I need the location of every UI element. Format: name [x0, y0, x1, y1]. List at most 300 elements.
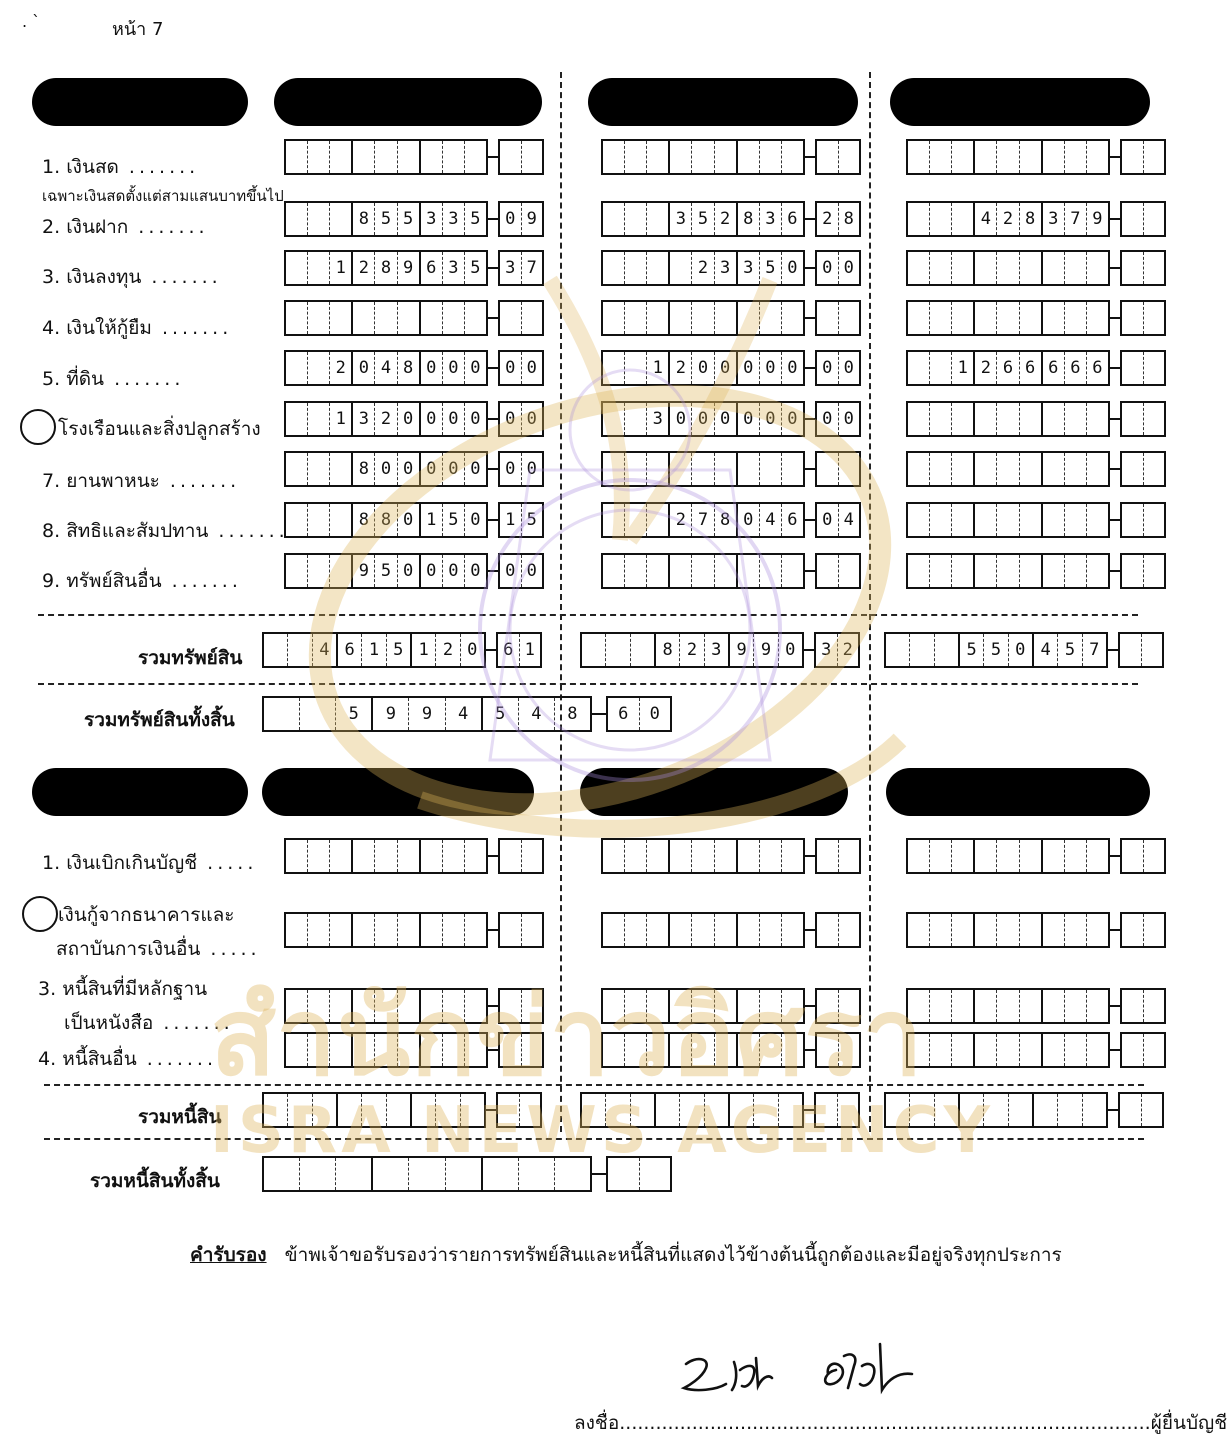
- digit-cell: 8: [353, 203, 375, 235]
- digit-cell: [670, 555, 692, 587]
- baht-cells: [601, 553, 805, 589]
- digit-cell: [1065, 990, 1087, 1022]
- digit-cell: 5: [375, 203, 397, 235]
- digit-cell: [647, 840, 670, 872]
- digit-cell: 0: [467, 640, 478, 660]
- digit-cell: [286, 352, 308, 384]
- digit-cell: [336, 1158, 373, 1190]
- digit-cell: [647, 453, 670, 485]
- digit-cell: 0: [787, 358, 798, 378]
- section-divider: [38, 614, 1138, 616]
- satang-cells: [1120, 912, 1166, 948]
- digit-cell: [908, 453, 930, 485]
- digit-cell: [779, 1094, 802, 1126]
- digit-cell: 0: [375, 453, 397, 485]
- digit-cell: 7: [1089, 640, 1100, 660]
- digit-cell: [839, 555, 860, 587]
- digit-cell: [330, 504, 353, 536]
- baht-cells: [906, 300, 1110, 336]
- digit-cell: [286, 403, 308, 435]
- liability-subtotal-col1: [262, 1092, 542, 1128]
- asset-field-row2-col2: [601, 201, 861, 237]
- digit-cell: 0: [398, 453, 421, 485]
- digit-cell: 3: [715, 252, 738, 284]
- digit-cell: [603, 252, 625, 284]
- digit-cell: 9: [353, 555, 375, 587]
- baht-cells: [284, 250, 488, 286]
- digit-cell: [625, 504, 647, 536]
- asset-field-row4-col2: [601, 300, 861, 336]
- satang-cells: [1118, 1092, 1164, 1128]
- digit-cell: [286, 203, 308, 235]
- digit-cell: [625, 914, 647, 946]
- digit-cell: [608, 1158, 640, 1190]
- digit-cell: 0: [470, 358, 481, 378]
- asset-field-row1-col1: [284, 139, 544, 175]
- digit-cell: [952, 914, 975, 946]
- digit-cell: [465, 141, 486, 173]
- digit-cell: [625, 840, 647, 872]
- digit-cell: [625, 203, 647, 235]
- digit-cell: [1043, 504, 1065, 536]
- digit-cell: 3: [443, 203, 465, 235]
- hand-drawn-circle: [20, 409, 56, 445]
- digit-cell: 6: [608, 698, 640, 730]
- digit-cell: 8: [843, 209, 854, 229]
- baht-cells: [262, 632, 486, 668]
- digit-cell: [754, 1094, 778, 1126]
- digit-cell: [603, 302, 625, 334]
- digit-cell: [670, 840, 692, 872]
- digit-cell: [997, 914, 1019, 946]
- baht-cells: [262, 1092, 486, 1128]
- digit-cell: [647, 203, 670, 235]
- digit-cell: [930, 302, 952, 334]
- digit-cell: 0: [817, 504, 839, 536]
- digit-cell: [625, 352, 647, 384]
- baht-cells: [601, 451, 805, 487]
- digit-cell: 1: [952, 352, 975, 384]
- baht-cells: [284, 300, 488, 336]
- digit-cell: [308, 403, 330, 435]
- digit-cell: [908, 990, 930, 1022]
- hand-drawn-circle: [22, 896, 58, 932]
- digit-cell: [308, 914, 330, 946]
- satang-cells: [498, 201, 544, 237]
- digit-cell: [817, 141, 839, 173]
- digit-cell: [1122, 403, 1144, 435]
- digit-cell: [483, 1158, 519, 1190]
- digit-cell: [300, 698, 336, 730]
- digit-cell: 8: [353, 453, 375, 485]
- digit-cell: 0: [785, 640, 796, 660]
- digit-cell: 8: [1020, 203, 1043, 235]
- digit-cell: [1087, 403, 1108, 435]
- liability-grand-total-label: รวมหนี้สินทั้งสิ้น: [90, 1170, 220, 1192]
- digit-cell: 0: [443, 555, 465, 587]
- digit-cell: 3: [738, 252, 760, 284]
- asset-label-1: 1. เงินสด .......: [42, 156, 200, 178]
- digit-cell: [631, 1094, 656, 1126]
- digit-cell: [308, 840, 330, 872]
- digit-cell: [373, 1158, 409, 1190]
- satang-cells: [815, 988, 861, 1024]
- digit-cell: [975, 555, 997, 587]
- digit-cell: [264, 1094, 288, 1126]
- digit-cell: [264, 634, 288, 666]
- digit-cell: 8: [715, 504, 738, 536]
- digit-cell: 0: [692, 352, 714, 384]
- digit-cell: [330, 453, 353, 485]
- digit-cell: [908, 302, 930, 334]
- digit-cell: [817, 1034, 839, 1066]
- digit-cell: [286, 990, 308, 1022]
- digit-cell: 0: [526, 459, 537, 479]
- digit-cell: [930, 914, 952, 946]
- digit-cell: [1065, 141, 1087, 173]
- handwritten-signature: [676, 1334, 936, 1404]
- digit-cell: 0: [443, 453, 465, 485]
- digit-cell: [330, 555, 353, 587]
- digit-cell: [421, 990, 443, 1022]
- baht-cells: [906, 350, 1110, 386]
- digit-cell: [975, 403, 997, 435]
- digit-cell: [647, 504, 670, 536]
- digit-cell: [313, 1094, 338, 1126]
- asset-field-row7-col3: [906, 451, 1166, 487]
- digit-cell: [421, 840, 443, 872]
- digit-cell: [1144, 302, 1165, 334]
- digit-cell: [692, 453, 714, 485]
- digit-cell: [817, 555, 839, 587]
- digit-cell: 4: [313, 634, 338, 666]
- digit-cell: [1020, 990, 1043, 1022]
- digit-cell: [817, 990, 839, 1022]
- digit-cell: [1144, 252, 1165, 284]
- asset-label-5: 5. ที่ดิน .......: [42, 368, 185, 390]
- asset-field-row2-col3: [906, 201, 1166, 237]
- certification-statement: [190, 1240, 1062, 1270]
- digit-cell: [1065, 302, 1087, 334]
- digit-cell: [930, 453, 952, 485]
- digit-cell: 9: [1092, 209, 1103, 229]
- digit-cell: [738, 141, 760, 173]
- digit-cell: 0: [398, 403, 421, 435]
- digit-cell: [760, 302, 782, 334]
- digit-cell: [952, 453, 975, 485]
- digit-cell: 0: [500, 203, 522, 235]
- asset-field-row5-col1: [284, 350, 544, 386]
- digit-cell: [839, 302, 860, 334]
- signature-line: ลงชื่อ........................................................................................ผู้ยื่นบัญชี: [574, 1412, 1227, 1434]
- digit-cell: [286, 302, 308, 334]
- asset-label-3: 3. เงินลงทุน .......: [42, 266, 222, 288]
- digit-cell: [952, 1034, 975, 1066]
- digit-cell: 2: [715, 203, 738, 235]
- redaction-bar: [32, 78, 248, 126]
- digit-cell: [1144, 352, 1165, 384]
- digit-cell: [975, 840, 997, 872]
- asset-field-row7-col1: [284, 451, 544, 487]
- digit-cell: [1043, 555, 1065, 587]
- digit-cell: [908, 203, 930, 235]
- digit-cell: [465, 840, 486, 872]
- digit-cell: [308, 453, 330, 485]
- redaction-bar: [32, 768, 248, 816]
- asset-field-row4-col3: [906, 300, 1166, 336]
- digit-cell: [975, 504, 997, 536]
- digit-cell: [1122, 352, 1144, 384]
- digit-cell: 0: [500, 453, 522, 485]
- digit-cell: 0: [500, 403, 522, 435]
- digit-cell: [908, 352, 930, 384]
- digit-cell: 4: [760, 504, 782, 536]
- digit-cell: 3: [705, 634, 730, 666]
- satang-cells: [496, 1092, 542, 1128]
- digit-cell: [330, 990, 353, 1022]
- baht-cells: [284, 401, 488, 437]
- digit-cell: [286, 555, 308, 587]
- liability-field-row1-col3: [906, 838, 1166, 874]
- baht-cells: [906, 553, 1110, 589]
- digit-cell: [647, 990, 670, 1022]
- digit-cell: [522, 1034, 543, 1066]
- digit-cell: [1043, 990, 1065, 1022]
- digit-cell: [1087, 990, 1108, 1022]
- digit-cell: 8: [398, 352, 421, 384]
- digit-cell: [705, 1094, 730, 1126]
- liability-field-row1-col1: [284, 838, 544, 874]
- digit-cell: [421, 1034, 443, 1066]
- digit-cell: [465, 302, 486, 334]
- digit-cell: 0: [470, 561, 481, 581]
- digit-cell: 2: [692, 252, 714, 284]
- digit-cell: [984, 1094, 1008, 1126]
- digit-cell: [443, 302, 465, 334]
- digit-cell: [760, 914, 782, 946]
- satang-cells: [498, 553, 544, 589]
- digit-cell: [952, 141, 975, 173]
- redaction-bar: [886, 768, 1150, 816]
- digit-cell: [421, 302, 443, 334]
- digit-cell: [930, 203, 952, 235]
- digit-cell: [398, 914, 421, 946]
- baht-cells: [884, 1092, 1108, 1128]
- asset-field-row7-col2: [601, 451, 861, 487]
- baht-cells: [906, 988, 1110, 1024]
- digit-cell: [409, 1158, 445, 1190]
- liability-field-row2-col1: [284, 912, 544, 948]
- baht-cells: [601, 502, 805, 538]
- digit-cell: 4: [1034, 634, 1058, 666]
- digit-cell: 2: [330, 352, 353, 384]
- digit-cell: 2: [842, 640, 853, 660]
- digit-cell: [952, 555, 975, 587]
- digit-cell: [975, 914, 997, 946]
- digit-cell: [522, 840, 543, 872]
- digit-cell: [1020, 302, 1043, 334]
- digit-cell: [1122, 914, 1144, 946]
- digit-cell: [308, 302, 330, 334]
- digit-cell: [500, 990, 522, 1022]
- liability-label-2b: สถาบันการเงินอื่น .....: [56, 938, 261, 960]
- digit-cell: [1120, 1094, 1142, 1126]
- baht-cells: [601, 300, 805, 336]
- digit-cell: [715, 141, 738, 173]
- digit-cell: [1144, 504, 1165, 536]
- digit-cell: [952, 504, 975, 536]
- digit-cell: [1020, 252, 1043, 284]
- digit-cell: [465, 1034, 486, 1066]
- digit-cell: [1083, 1094, 1106, 1126]
- redaction-bar: [890, 78, 1150, 126]
- digit-cell: [461, 1094, 484, 1126]
- digit-cell: [286, 141, 308, 173]
- digit-cell: 6: [787, 209, 798, 229]
- satang-cells: [1120, 553, 1166, 589]
- digit-cell: [498, 1094, 520, 1126]
- digit-cell: [816, 1094, 838, 1126]
- digit-cell: 2: [353, 252, 375, 284]
- digit-cell: [975, 252, 997, 284]
- digit-cell: 0: [817, 252, 839, 284]
- digit-cell: 6: [1092, 358, 1103, 378]
- digit-cell: [975, 990, 997, 1022]
- digit-cell: [446, 1158, 483, 1190]
- digit-cell: [670, 914, 692, 946]
- digit-cell: [782, 990, 803, 1022]
- digit-cell: [1065, 555, 1087, 587]
- digit-cell: [1020, 141, 1043, 173]
- digit-cell: [625, 555, 647, 587]
- baht-cells: [601, 139, 805, 175]
- digit-cell: [353, 302, 375, 334]
- digit-cell: [603, 453, 625, 485]
- digit-cell: 0: [470, 459, 481, 479]
- digit-cell: [625, 1034, 647, 1066]
- digit-cell: 7: [692, 504, 714, 536]
- digit-cell: 0: [353, 352, 375, 384]
- digit-cell: [952, 203, 975, 235]
- liability-label-3: 3. หนี้สินที่มีหลักฐาน: [38, 978, 208, 1000]
- digit-cell: [975, 302, 997, 334]
- digit-cell: [603, 990, 625, 1022]
- certification-heading: คำรับรอง: [190, 1244, 267, 1266]
- digit-cell: [647, 141, 670, 173]
- satang-cells: [815, 201, 861, 237]
- liability-field-row2-col2: [601, 912, 861, 948]
- digit-cell: 2: [670, 352, 692, 384]
- digit-cell: 8: [567, 704, 578, 724]
- digit-cell: [782, 914, 803, 946]
- digit-cell: [1142, 634, 1163, 666]
- digit-cell: [930, 141, 952, 173]
- digit-cell: [910, 1094, 934, 1126]
- digit-cell: [398, 1034, 421, 1066]
- digit-cell: [640, 1158, 671, 1190]
- baht-cells: [601, 401, 805, 437]
- digit-cell: [375, 1034, 397, 1066]
- digit-cell: [738, 1034, 760, 1066]
- digit-cell: [375, 990, 397, 1022]
- digit-cell: [692, 1034, 714, 1066]
- digit-cell: [1087, 453, 1108, 485]
- satang-cells: [814, 1092, 860, 1128]
- digit-cell: [908, 555, 930, 587]
- digit-cell: [1034, 1094, 1058, 1126]
- asset-field-row4-col1: [284, 300, 544, 336]
- satang-cells: [1120, 1032, 1166, 1068]
- digit-cell: [997, 1034, 1019, 1066]
- digit-cell: [398, 840, 421, 872]
- digit-cell: [603, 352, 625, 384]
- digit-cell: [603, 840, 625, 872]
- digit-cell: [692, 141, 714, 173]
- digit-cell: 1: [330, 403, 353, 435]
- digit-cell: [625, 302, 647, 334]
- redaction-bar: [262, 768, 534, 816]
- digit-cell: [625, 141, 647, 173]
- digit-cell: [997, 840, 1019, 872]
- digit-cell: 0: [526, 561, 537, 581]
- asset-field-row8-col1: [284, 502, 544, 538]
- satang-cells: [815, 401, 861, 437]
- digit-cell: [1043, 141, 1065, 173]
- digit-cell: [286, 914, 308, 946]
- digit-cell: [387, 1094, 412, 1126]
- digit-cell: [715, 914, 738, 946]
- digit-cell: [1043, 302, 1065, 334]
- digit-cell: [606, 634, 630, 666]
- satang-cells: [498, 988, 544, 1024]
- digit-cell: [375, 914, 397, 946]
- digit-cell: 8: [738, 203, 760, 235]
- digit-cell: [582, 634, 606, 666]
- baht-cells: [284, 139, 488, 175]
- digit-cell: [647, 302, 670, 334]
- digit-cell: 4: [519, 698, 555, 730]
- digit-cell: 5: [443, 504, 465, 536]
- digit-cell: 3: [670, 203, 692, 235]
- baht-cells: [284, 502, 488, 538]
- asset-field-row1-col2: [601, 139, 861, 175]
- digit-cell: [715, 555, 738, 587]
- digit-cell: [730, 1094, 754, 1126]
- digit-cell: [738, 302, 760, 334]
- digit-cell: [782, 840, 803, 872]
- digit-cell: [908, 840, 930, 872]
- digit-cell: [1087, 252, 1108, 284]
- digit-cell: [935, 634, 960, 666]
- digit-cell: 4: [843, 510, 854, 530]
- digit-cell: 9: [398, 252, 421, 284]
- digit-cell: [1087, 1034, 1108, 1066]
- digit-cell: 0: [817, 352, 839, 384]
- digit-cell: 0: [470, 510, 481, 530]
- digit-cell: 0: [526, 358, 537, 378]
- baht-cells: [284, 350, 488, 386]
- digit-cell: 0: [500, 352, 522, 384]
- digit-cell: 7: [526, 258, 537, 278]
- digit-cell: 3: [421, 203, 443, 235]
- digit-cell: [1122, 453, 1144, 485]
- digit-cell: [398, 302, 421, 334]
- liability-field-row3-col1: [284, 988, 544, 1024]
- digit-cell: [522, 990, 543, 1022]
- digit-cell: [412, 1094, 436, 1126]
- digit-cell: [997, 504, 1019, 536]
- column-divider: [869, 72, 871, 1132]
